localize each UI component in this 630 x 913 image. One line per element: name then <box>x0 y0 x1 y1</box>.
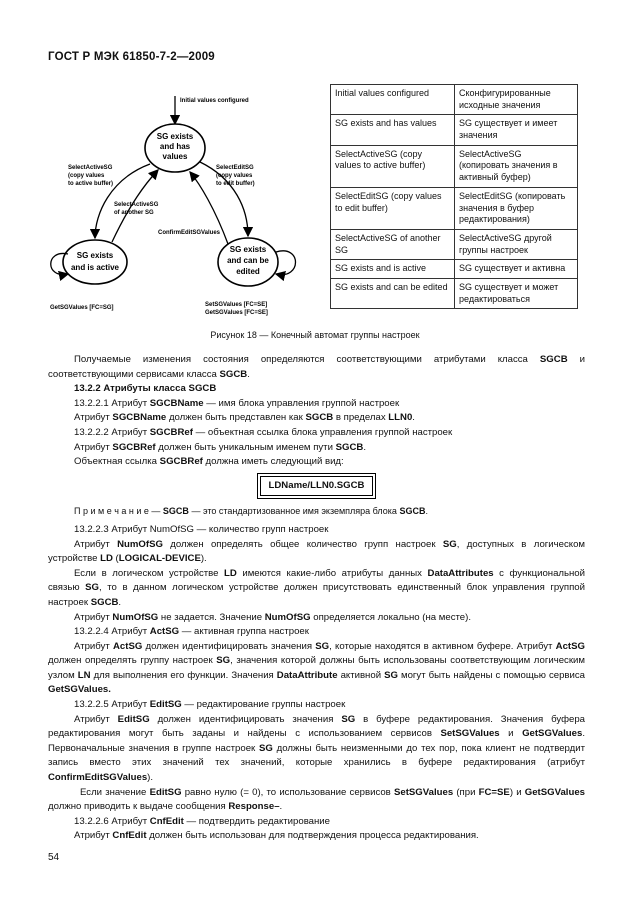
table-row <box>331 85 578 115</box>
table-cell: SelectEditSG (copy values to edit buffer) <box>331 187 455 229</box>
table-cell: SelectActiveSG of another SG <box>331 229 455 259</box>
subsection-heading: 13.2.2.3 Атрибут NumOfSG — количество групп настроек <box>74 523 329 535</box>
figure-caption: Рисунок 18 — Конечный автомат группы настроек <box>210 330 420 340</box>
table-cell: SelectEditSG (копировать значения в буфер редактирования) <box>455 187 578 229</box>
svg-text:SelectActiveSG: SelectActiveSG <box>114 202 159 208</box>
paragraph: Атрибут SGCBName должен быть представлен как SGCB в пределах LLN0. <box>74 412 415 424</box>
svg-text:values: values <box>162 152 188 161</box>
svg-text:of another SG: of another SG <box>114 210 154 216</box>
note: П р и м е ч а н и е — SGCB — это стандартизованное имя экземпляра блока SGCB. <box>74 506 428 517</box>
paragraph: Атрибут NumOfSG должен определять общее количество групп настроек SG, доступных в логическом устройстве LD (LOGICAL-DEVICE). <box>48 538 585 565</box>
table-cell: SG exists and can be edited <box>331 278 455 308</box>
table-cell: SG существует и может редактироваться <box>455 278 578 308</box>
svg-text:SetSGValues [FC=SE]: SetSGValues [FC=SE] <box>205 302 268 308</box>
state-active <box>63 240 127 284</box>
paragraph: Если значение EditSG равно нулю (= 0), то использование сервисов SetSGValues (при FC=SE) и GetSGValues должно приводить к выдаче сообщения Response–. <box>48 786 586 813</box>
paragraph: Объектная ссылка SGCBRef должна иметь следующий вид: <box>74 456 344 468</box>
svg-text:ConfirmEditSGValues: ConfirmEditSGValues <box>158 230 221 236</box>
subsection-heading: 13.2.2.1 Атрибут SGCBName — имя блока управления группой настроек <box>74 397 400 409</box>
svg-text:SG exists: SG exists <box>76 251 114 260</box>
svg-text:and is active: and is active <box>70 263 120 272</box>
paragraph: Если в логическом устройстве LD имеются какие-либо атрибуты данных DataAttributes с функциональной связью SG, то в данном логическом устройстве должен присутствовать единственный блок управления группой настроек SGCB. <box>48 567 585 608</box>
svg-text:SelectActiveSG: SelectActiveSG <box>68 165 113 171</box>
table-cell: SG exists and has values <box>331 115 455 145</box>
svg-text:SelectEditSG: SelectEditSG <box>216 165 254 171</box>
paragraph: Атрибут ActSG должен идентифицировать значения SG, которые находятся в активном буфере. Атрибут ActSG должен определять группу настроек SG, значения которой должны быть использованы соответствующим логическим узлом LN для выполнения его функции. Значения DataAttribute активной SG могут быть найдены с помощью сервиса GetSGValues. <box>48 640 585 696</box>
svg-text:edited: edited <box>236 267 260 276</box>
svg-text:to edit buffer): to edit buffer) <box>216 181 255 187</box>
svg-text:and can be: and can be <box>227 256 269 265</box>
svg-text:SG exists: SG exists <box>229 245 267 254</box>
table-row <box>331 145 578 187</box>
subsection-heading: 13.2.2.5 Атрибут EditSG — редактирование группы настроек <box>74 699 346 711</box>
svg-text:and has: and has <box>159 142 191 151</box>
table-row <box>331 229 578 259</box>
table-cell: SelectActiveSG (copy values to active buffer) <box>331 145 455 187</box>
table-row <box>331 278 578 308</box>
initial-label: Initial values configured <box>180 98 249 104</box>
legend-table <box>330 84 578 309</box>
section-heading: 13.2.2 Атрибуты класса SGCB <box>74 383 217 395</box>
subsection-heading: 13.2.2.2 Атрибут SGCBRef — объектная ссылка блока управления группой настроек <box>74 426 453 438</box>
subsection-heading: 13.2.2.6 Атрибут CnfEdit — подтвердить редактирование <box>74 815 331 827</box>
paragraph: Атрибут NumOfSG не задается. Значение NumOfSG определяется локально (на месте). <box>74 611 471 623</box>
svg-text:to active buffer): to active buffer) <box>68 181 114 187</box>
table-cell: Initial values configured <box>331 85 455 115</box>
page-header: ГОСТ Р МЭК 61850-7-2—2009 <box>48 51 215 63</box>
table-cell: SG существует и активна <box>455 260 578 279</box>
table-cell: SG exists and is active <box>331 260 455 279</box>
state-machine-diagram <box>40 84 320 324</box>
table-cell: SelectActiveSG (копировать значения в активный буфер) <box>455 145 578 187</box>
page-number: 54 <box>48 852 60 863</box>
paragraph: Атрибут SGCBRef должен быть уникальным именем пути SGCB. <box>74 441 366 453</box>
paragraph: Атрибут CnfEdit должен быть использован для подтверждения процесса редактирования. <box>74 830 479 842</box>
loop-edit <box>276 251 296 275</box>
paragraph: Получаемые изменения состояния определяются соответствующими атрибутами класса SGCB и соответствующими сервисами класса SGCB. <box>48 354 585 380</box>
reference-format-box: LDName/LLN0.SGCB <box>260 476 374 497</box>
table-cell: SG существует и имеет значения <box>455 115 578 145</box>
body-text <box>48 353 585 844</box>
table-cell: Сконфигурированные исходные значения <box>455 85 578 115</box>
svg-text:GetSGValues [FC=SE]: GetSGValues [FC=SE] <box>205 310 268 316</box>
table-row <box>331 260 578 279</box>
table-row <box>331 187 578 229</box>
subsection-heading: 13.2.2.4 Атрибут ActSG — активная группа настроек <box>74 626 309 638</box>
svg-text:SG exists: SG exists <box>156 132 194 141</box>
svg-text:(copy values: (copy values <box>68 173 105 179</box>
table-cell: SelectActiveSG другой группы настроек <box>455 229 578 259</box>
table-row <box>331 115 578 145</box>
svg-text:(copy values: (copy values <box>216 173 253 179</box>
paragraph: Атрибут EditSG должен идентифицировать значения SG в буфере редактирования. Значения буфера редактирования могут быть заданы и найдены с использованием сервисов SetSGValues и GetSGValues. Первоначальные значения в группе настроек SG должны быть неизменными до тех пор, пока клиент не подтвердит запись вместо этих значений тех значений, которые хранились в буфере редактирования (атрибут ConfirmEditSGValues). <box>48 713 585 784</box>
svg-text:GetSGValues [FC=SG]: GetSGValues [FC=SG] <box>50 305 114 311</box>
